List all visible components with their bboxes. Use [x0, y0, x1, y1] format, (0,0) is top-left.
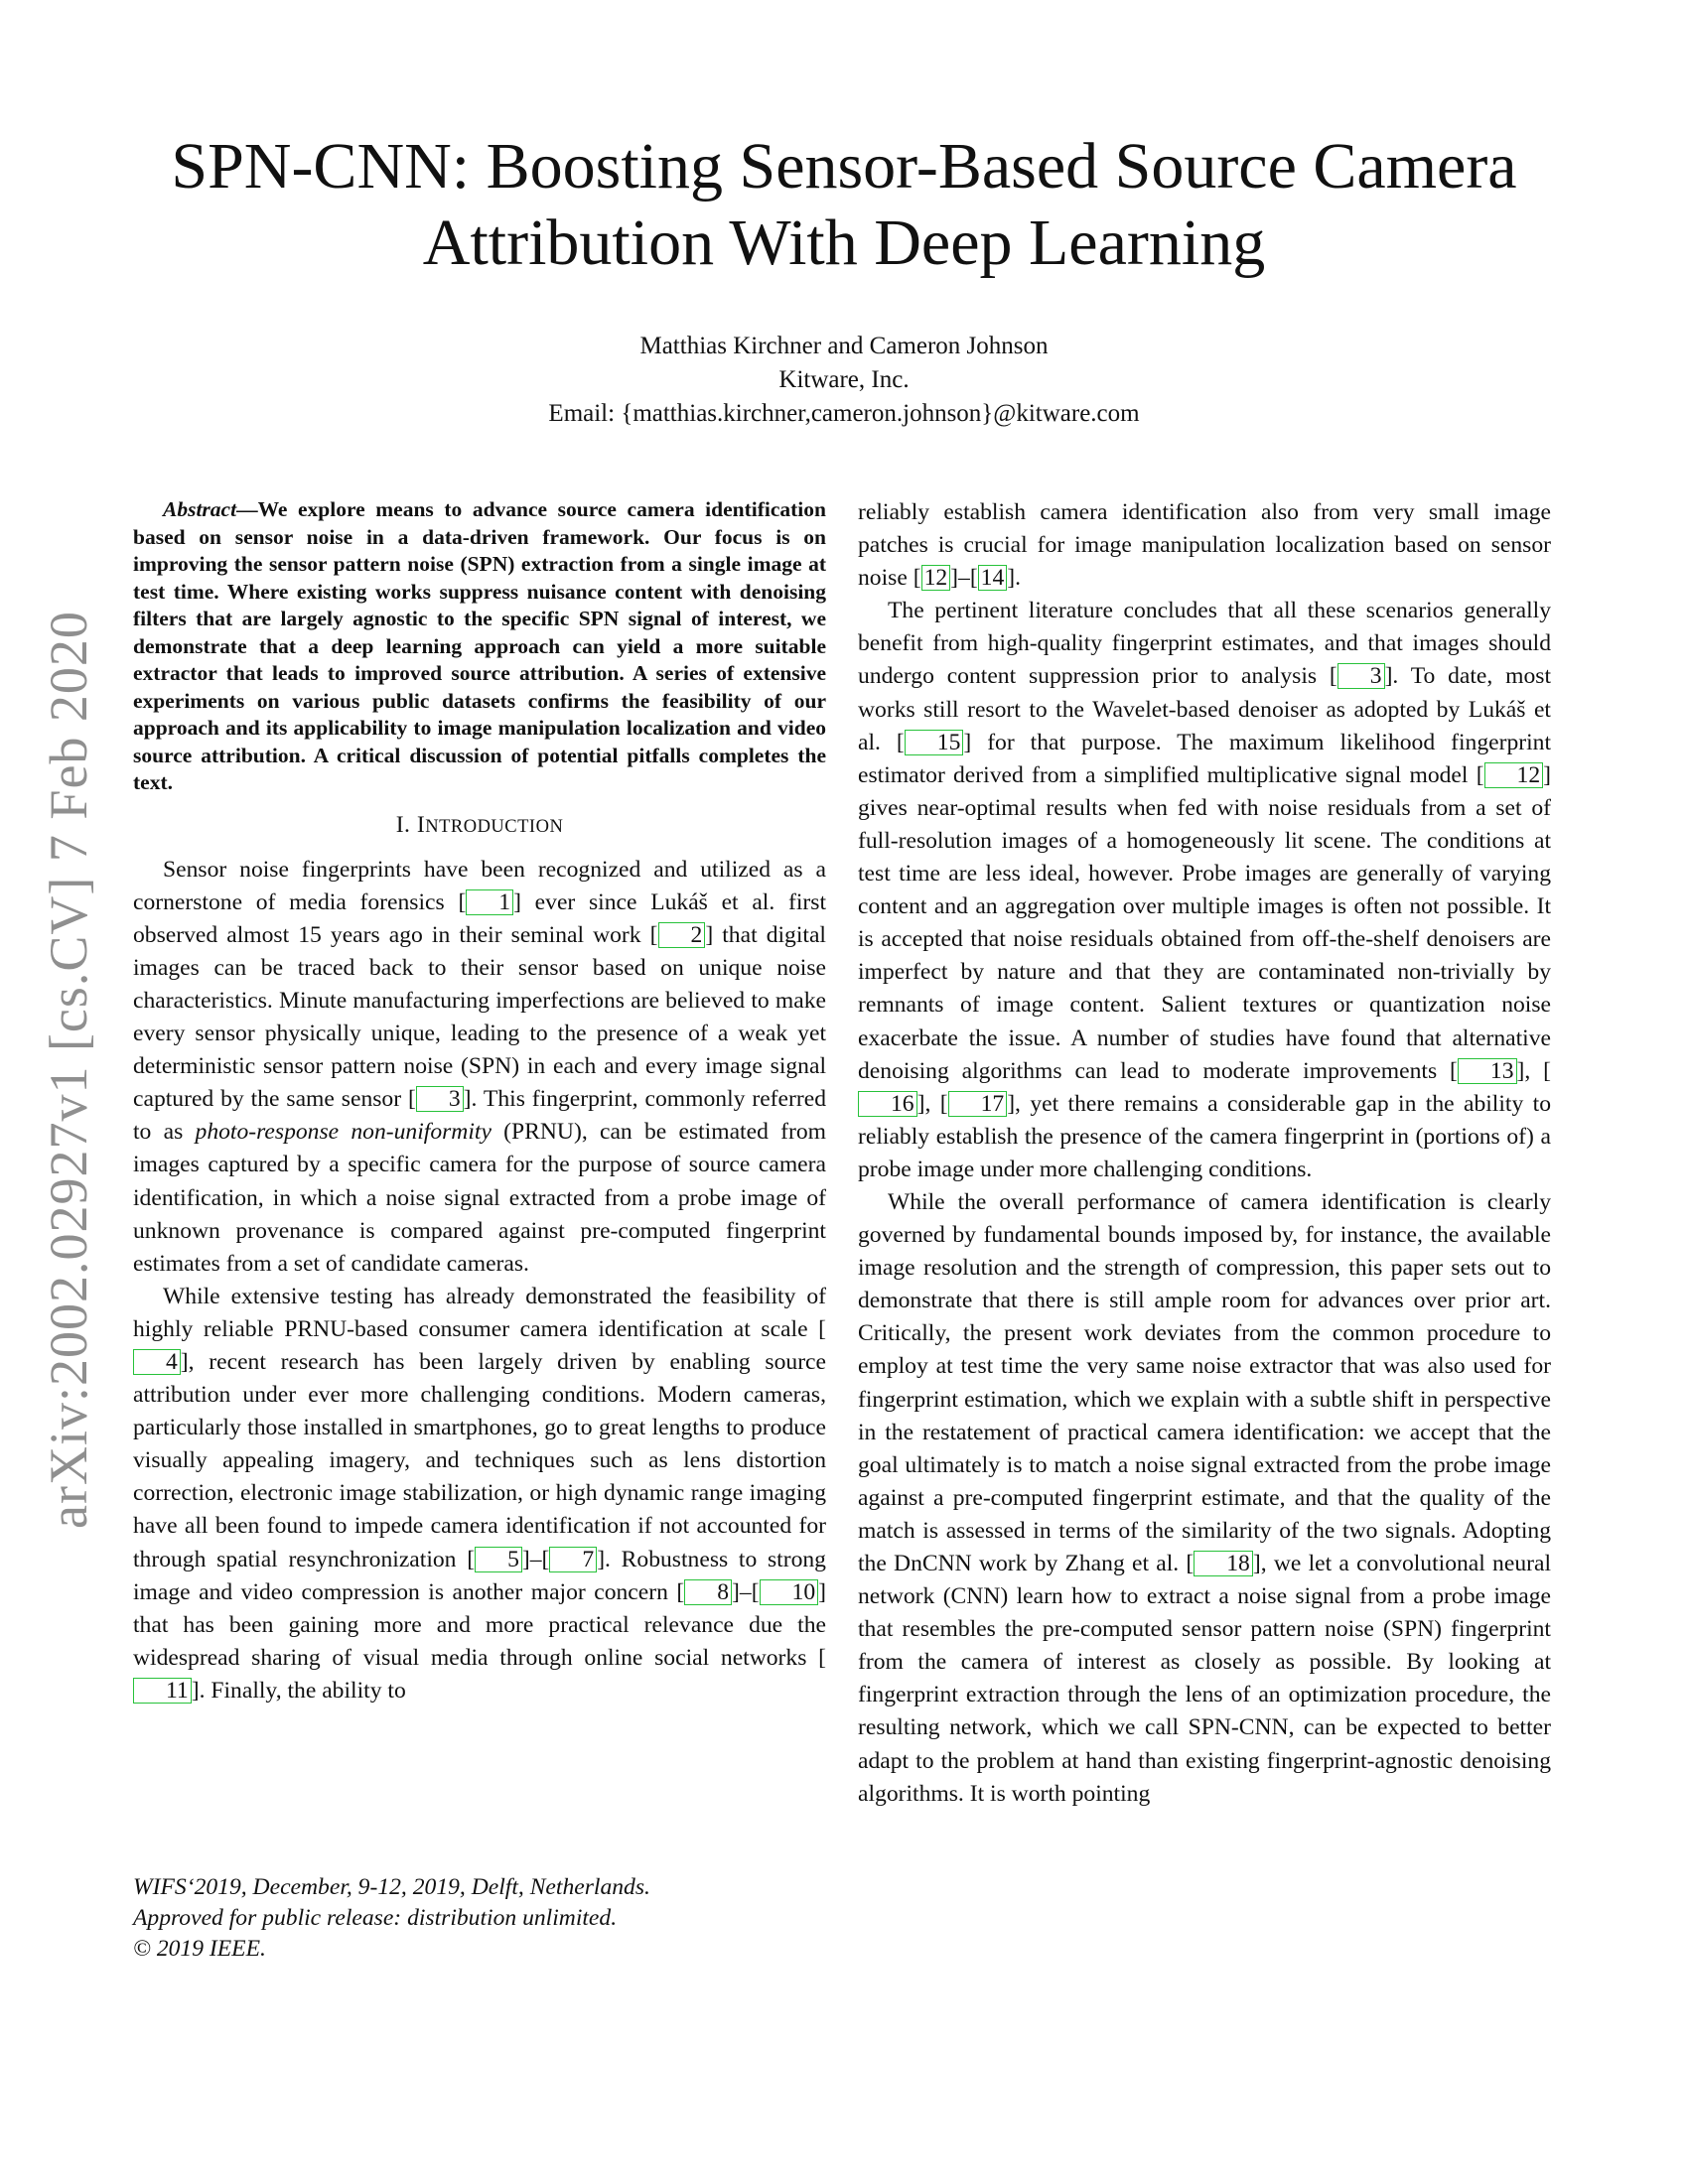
- citation-link[interactable]: 10: [760, 1579, 819, 1605]
- abstract: [133, 496, 826, 797]
- citation-link[interactable]: 8: [684, 1579, 732, 1605]
- citation-link[interactable]: 14: [978, 565, 1008, 591]
- title-line-2: Attribution With Deep Learning: [422, 205, 1266, 279]
- author-block: [129, 330, 1559, 431]
- footnote-line-1: WIFS‘2019, December, 9-12, 2019, Delft, Netherlands.: [133, 1874, 650, 1900]
- citation-link[interactable]: 2: [658, 922, 706, 948]
- citation-link[interactable]: 17: [948, 1091, 1008, 1117]
- footnote-line-2: Approved for public release: distribution unlimited.: [133, 1905, 618, 1931]
- citation-link[interactable]: 15: [905, 730, 964, 755]
- citation-link[interactable]: 7: [549, 1547, 597, 1572]
- author-email: Email: {matthias.kirchner,cameron.johnson}@kitware.com: [548, 400, 1140, 427]
- citation-link[interactable]: 3: [416, 1086, 464, 1112]
- intro-paragraph-2: While extensive testing has already demonstrated the feasibility of highly reliable PRNU-based consumer camera identification at scale [4 ], recent research has been largely driven by enabling source attribution under ever more challenging conditions. Modern cameras, particularly those installed in smartphones, go to great lengths to produce visually appealing imagery, and techniques such as lens distortion correction, electronic image stabilization, or high dynamic range imaging have all been found to impede camera identification if not accounted for through spatial resynchronization [ 5 ]–[ 7 ]. Robustness to strong image and video compression is another major concern [ 8 ]–[ 10 ] that has been gaining more and more practical relevance due the widespread sharing of visual media through online social networks [11 ]. Finally, the ability to: [133, 1283, 826, 1704]
- citation-link[interactable]: 3: [1337, 663, 1385, 689]
- author-affiliation: Kitware, Inc.: [778, 366, 910, 393]
- intro-paragraph-3: The pertinent literature concludes that all these scenarios generally benefit from high-quality fingerprint estimates, and that images should undergo content suppression prior to analysis [ 3 ]. To date, most works still resort to the Wavelet-based denoiser as adopted by Lukáš et al. [ 15 ] for that purpose. The maximum likelihood fingerprint estimator derived from a simplified multiplicative signal model [ 12 ] gives near-optimal results when fed with noise residuals from a set of full-resolution images of a homogeneously lit scene. The conditions at test time are less ideal, however. Probe images are generally of varying content and an aggregation over multiple images is often not possible. It is accepted that noise residuals obtained from off-the-shelf denoisers are imperfect by nature and that they are contaminated non-trivially by remnants of image content. Salient textures or quantization noise exacerbate the issue. A number of studies have found that alternative denoising algorithms can lead to moderate improvements [ 13 ], [16 ], [ 17 ], yet there remains a considerable gap in the ability to reliably establish the presence of the camera fingerprint in (portions of) a probe image under more challenging conditions.: [858, 598, 1552, 1182]
- citation-link[interactable]: 18: [1194, 1551, 1253, 1576]
- abstract-label: Abstract: [163, 497, 237, 521]
- conference-footnote: [133, 1872, 826, 1965]
- intro-paragraph-1: Sensor noise fingerprints have been recognized and utilized as a cornerstone of media forensics [ 1 ] ever since Lukáš et al. first observed almost 15 years ago in their seminal work [ 2 ] that digital images can be traced back to their sensor based on unique noise characteristics. Minute manufacturing imperfections are believed to make every sensor physically unique, leading to the presence of a weak yet deterministic sensor pattern noise (SPN) in each and every image signal captured by the same sensor [ 3 ]. This fingerprint, commonly referred to as photo-response non-uniformity (PRNU), can be estimated from images captured by a specific camera for the purpose of source camera identification, in which a noise signal extracted from a probe image of unknown provenance is compared against pre-computed fingerprint estimates from a set of candidate cameras.: [133, 856, 826, 1277]
- intro-paragraph-4: While the overall performance of camera identification is clearly governed by fundamental bounds imposed by, for instance, the available image resolution and the strength of compression, this paper sets out to demonstrate that there is still ample room for advances over prior art. Critically, the present work deviates from the common procedure to employ at test time the very same noise extractor that was also used for fingerprint estimation, which we explain with a subtle shift in perspective in the restatement of practical camera identification: we accept that the goal ultimately is to match a noise signal extracted from the probe image against a pre-computed fingerprint estimate, and that the quality of the match is assessed in terms of the similarity of the two signals. Adopting the DnCNN work by Zhang et al. [ 18 ], we let a convolutional neural network (CNN) learn how to extract a noise signal from a probe image that resembles the pre-computed sensor pattern noise (SPN) fingerprint from the camera of interest as closely as possible. By looking at fingerprint extraction through the lens of an optimization procedure, the resulting network, which we call SPN-CNN, can be expected to better adapt to the problem at hand than existing fingerprint-agnostic denoising algorithms. It is worth pointing: [858, 1188, 1551, 1807]
- citation-link[interactable]: 1: [466, 889, 513, 915]
- citation-link[interactable]: 13: [1458, 1058, 1517, 1084]
- footnote-line-3: © 2019 IEEE.: [133, 1936, 266, 1962]
- arxiv-identifier: arXiv:2002.02927v1 [cs.CV] 7 Feb 2020: [39, 611, 98, 1529]
- intro-paragraph-continued: reliably establish camera identification also from very small image patches is crucial for image manipulation localization based on sensor noise [ 12 ]–[ 14 ].: [858, 499, 1551, 592]
- author-names: Matthias Kirchner and Cameron Johnson: [639, 333, 1049, 359]
- right-column: [858, 496, 1551, 1811]
- section-heading-introduction: I. INTRODUCTION: [395, 811, 564, 838]
- citation-link[interactable]: 12: [921, 565, 951, 591]
- citation-link[interactable]: 11: [133, 1678, 192, 1704]
- citation-link[interactable]: 4: [133, 1349, 181, 1375]
- citation-link[interactable]: 12: [1484, 762, 1544, 788]
- citation-link[interactable]: 16: [858, 1091, 917, 1117]
- paper-title: [129, 129, 1559, 281]
- title-line-1: SPN-CNN: Boosting Sensor-Based Source Camera: [171, 130, 1517, 203]
- left-column: [133, 496, 826, 1707]
- abstract-text: —We explore means to advance source camera identification based on sensor noise in a data-driven framework. Our focus is on improving the sensor pattern noise (SPN) extraction from a single image at test time. Where existing works suppress nuisance content with denoising filters that are largely agnostic to the specific SPN signal of interest, we demonstrate that a deep learning approach can yield a more suitable extractor that leads to improved source attribution. A series of extensive experiments on various public datasets confirms the feasibility of our approach and its applicability to image manipulation localization and video source attribution. A critical discussion of potential pitfalls completes the text.: [133, 497, 826, 794]
- citation-link[interactable]: 5: [475, 1547, 522, 1572]
